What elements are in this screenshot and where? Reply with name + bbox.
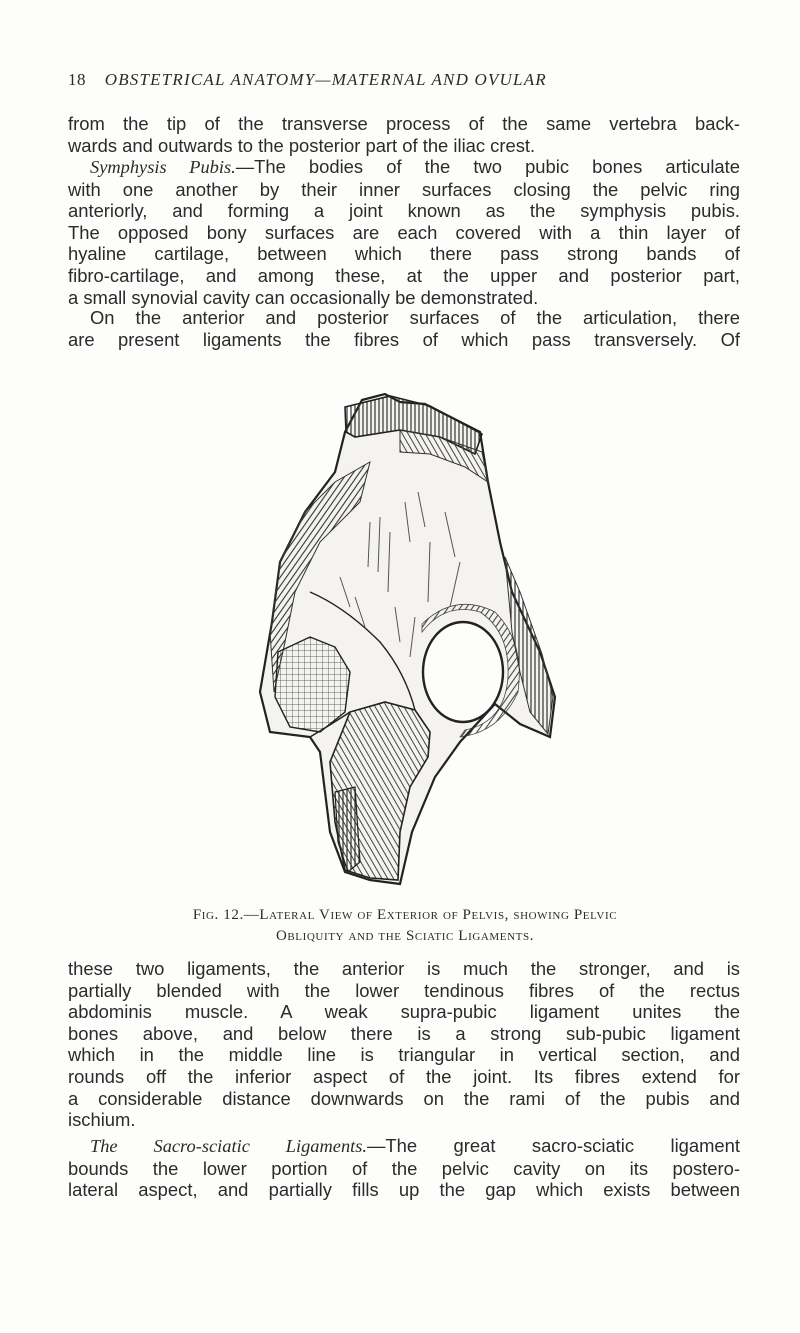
text-line xyxy=(68,156,740,179)
text-line: rounds off the inferior aspect of the joint. Its fibres extend for xyxy=(68,1065,740,1087)
text-line: On the anterior and posterior surfaces of the articulation, there xyxy=(90,307,740,328)
paragraph-1 xyxy=(68,113,740,156)
paragraph-symphysis-pubis xyxy=(68,156,740,308)
obturator-foramen xyxy=(423,622,503,722)
text-line: these two ligaments, the anterior is much the stronger, and is xyxy=(68,958,740,979)
paragraph-4 xyxy=(68,958,740,1131)
text-line xyxy=(68,1135,740,1158)
text-line: fibro-cartilage, and among these, at the upper and posterior part, xyxy=(68,264,740,286)
section-heading-sacro-sciatic-ligaments: The Sacro-sciatic Ligaments. xyxy=(90,1136,368,1156)
text-line: ischium. xyxy=(68,1109,136,1131)
paragraph-3 xyxy=(68,307,740,350)
text-line: abdominis muscle. A weak supra-pubic ligament unites the xyxy=(68,1001,740,1023)
pelvis-lateral-view-illustration xyxy=(250,392,590,896)
text-line: hyaline cartilage, between which there pass strong bands of xyxy=(68,243,740,265)
section-heading-symphysis-pubis: Symphysis Pubis. xyxy=(90,157,236,177)
running-head xyxy=(68,70,748,90)
caption-line: Obliquity and the Sciatic Ligaments. xyxy=(275,928,535,944)
ischial-tuberosity-hatching xyxy=(335,787,360,872)
text-line: with one another by their inner surfaces closing the pelvic ring xyxy=(68,178,740,200)
figure-caption xyxy=(60,905,750,947)
text-line: wards and outwards to the posterior part of the iliac crest. xyxy=(68,134,536,156)
text-line: from the tip of the transverse process of the same vertebra back- xyxy=(68,113,740,134)
text-line: are present ligaments the fibres of which pass transversely. Of xyxy=(68,328,740,350)
text-fragment: —The bodies of the two pubic bones articulate xyxy=(235,156,741,177)
text-line: The opposed bony surfaces are each covered with a thin layer of xyxy=(68,221,740,243)
caption-line: Fig. 12.—Lateral View of Exterior of Pelvis, showing Pelvic xyxy=(192,907,618,923)
text-line: bounds the lower portion of the pelvic cavity on its postero- xyxy=(68,1157,740,1179)
text-line: lateral aspect, and partially fills up the gap which exists between xyxy=(68,1179,740,1201)
text-fragment: —The great sacro-sciatic ligament xyxy=(367,1135,741,1156)
page-number: 18 xyxy=(68,70,86,89)
text-line: bones above, and below there is a strong sub-pubic ligament xyxy=(68,1022,740,1044)
paragraph-sacro-sciatic-ligaments xyxy=(68,1135,740,1201)
text-line: a considerable distance downwards on the rami of the pubis and xyxy=(68,1087,740,1109)
text-line: a small synovial cavity can occasionally be demonstrated. xyxy=(68,286,539,308)
text-line: which in the middle line is triangular in vertical section, and xyxy=(68,1044,740,1066)
text-line: partially blended with the lower tendinous fibres of the rectus xyxy=(68,979,740,1001)
running-head-title: OBSTETRICAL ANATOMY—MATERNAL AND OVULAR xyxy=(104,70,547,89)
text-line: anteriorly, and forming a joint known as the symphysis pubis. xyxy=(68,200,740,222)
